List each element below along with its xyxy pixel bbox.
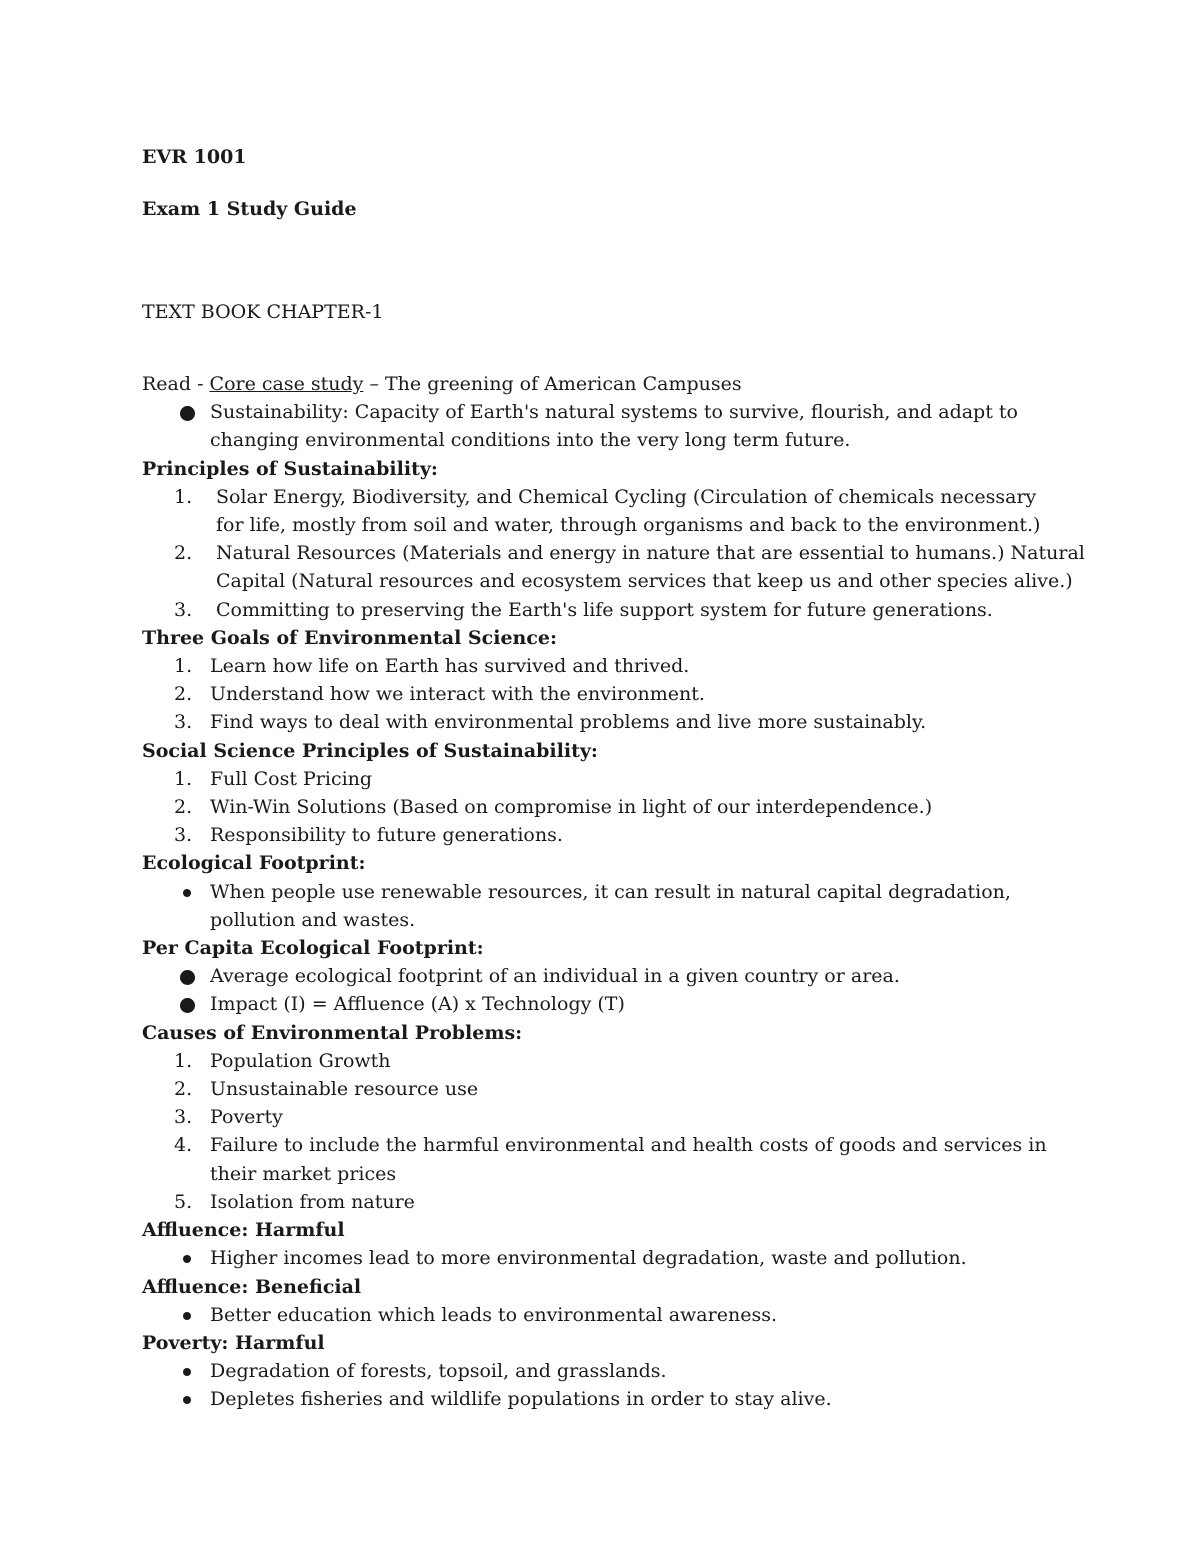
list-item-line: their market prices (210, 1162, 397, 1185)
list-item (142, 680, 1062, 708)
list-item-line: Committing to preserving the Earth's life support system for future generations. (216, 598, 993, 621)
reading-assignment (142, 370, 1062, 398)
list-item (142, 652, 1062, 680)
list-number: 3. (174, 1106, 193, 1129)
list-item-line: Unsustainable resource use (210, 1078, 479, 1101)
list-item-line: Higher incomes lead to more environmental degradation, waste and pollution. (210, 1247, 967, 1270)
list-item (142, 596, 1062, 624)
section-heading: Causes of Environmental Problems: (142, 1021, 523, 1044)
list-item (142, 962, 1062, 990)
list-item (142, 708, 1062, 736)
bullet-icon (183, 1368, 191, 1376)
list-item-line: Solar Energy, Biodiversity, and Chemical Cycling (Circulation of chemicals necessary (216, 485, 1037, 508)
section-heading: Principles of Sustainability: (142, 457, 438, 480)
list-number: 2. (174, 1078, 193, 1101)
list-item-line: Understand how we interact with the environment. (210, 683, 705, 706)
list-item-line: Capital (Natural resources and ecosystem services that keep us and other species alive.) (216, 570, 1073, 593)
list-number: 4. (174, 1134, 193, 1157)
list-number: 5. (174, 1190, 193, 1213)
list-item-line: Degradation of forests, topsoil, and grasslands. (210, 1360, 667, 1383)
bullet-icon (183, 1255, 191, 1263)
list-item (142, 990, 1062, 1018)
bullet-icon (180, 998, 195, 1013)
list-item-line: Isolation from nature (210, 1190, 415, 1213)
list-number: 1. (174, 655, 193, 678)
document-page (142, 143, 1085, 1414)
read-suffix: – The greening of American Campuses (363, 373, 742, 395)
list-item-line: changing environmental conditions into the very long term future. (210, 429, 851, 452)
section-heading: Social Science Principles of Sustainability: (142, 739, 598, 762)
bullet-icon (183, 889, 191, 897)
bullet-icon (180, 406, 195, 421)
list-item (142, 1103, 1062, 1131)
list-number: 1. (174, 767, 193, 790)
list-item-line: Failure to include the harmful environmental and health costs of goods and services in (210, 1134, 1047, 1157)
bullet-icon (183, 1396, 191, 1404)
list-number: 3. (174, 824, 193, 847)
list-item (142, 1244, 1062, 1272)
list-item-line: When people use renewable resources, it can result in natural capital degradation, (210, 880, 1011, 903)
section-heading: Affluence: Harmful (142, 1219, 345, 1242)
list-item (142, 398, 1062, 454)
list-item (142, 539, 1085, 595)
section-heading: Affluence: Beneficial (142, 1275, 362, 1298)
list-number: 1. (174, 485, 193, 508)
list-item-line: Impact (I) = Affluence (A) x Technology (T) (210, 993, 625, 1016)
section-heading: Ecological Footprint: (142, 852, 366, 875)
list-item-line: Sustainability: Capacity of Earth's natural systems to survive, flourish, and adapt to (210, 401, 1018, 424)
list-item-line: pollution and wastes. (210, 908, 416, 931)
section-heading: Per Capita Ecological Footprint: (142, 937, 484, 960)
bullet-icon (183, 1312, 191, 1320)
list-item (142, 1301, 1062, 1329)
list-item-line: Depletes fisheries and wildlife populations in order to stay alive. (210, 1388, 832, 1411)
list-number: 2. (174, 683, 193, 706)
section-heading: Three Goals of Environmental Science: (142, 626, 558, 649)
list-item-line: Better education which leads to environmental awareness. (210, 1303, 777, 1326)
sections (142, 455, 1085, 1414)
list-item (142, 1385, 1062, 1413)
list-item (142, 1047, 1062, 1075)
list-number: 1. (174, 1049, 193, 1072)
bullet-icon (180, 970, 195, 985)
section-heading: Poverty: Harmful (142, 1331, 325, 1354)
list-number: 3. (174, 711, 193, 734)
read-prefix: Read - (142, 373, 210, 395)
core-case-study-link[interactable]: Core case study (209, 373, 364, 395)
list-number: 2. (174, 796, 193, 819)
list-item-line: Average ecological footprint of an individual in a given country or area. (210, 965, 900, 988)
chapter-heading: TEXT BOOK CHAPTER-1 (142, 301, 384, 323)
list-number: 2. (174, 542, 193, 565)
list-item-line: Natural Resources (Materials and energy in nature that are essential to humans.) Natural (216, 542, 1085, 565)
list-item (142, 765, 1062, 793)
list-item-line: Poverty (210, 1106, 283, 1129)
list-item (142, 1075, 1062, 1103)
list-item-line: Learn how life on Earth has survived and thrived. (210, 655, 690, 678)
list-item (142, 878, 1062, 934)
list-item-line: Responsibility to future generations. (210, 824, 563, 847)
list-item (142, 1131, 1062, 1187)
list-item (142, 1357, 1062, 1385)
list-item-line: Win-Win Solutions (Based on compromise in light of our interdependence.) (210, 796, 933, 819)
list-item (142, 1188, 1062, 1216)
document-title: Exam 1 Study Guide (142, 198, 357, 220)
list-item-line: Population Growth (210, 1049, 391, 1072)
list-item-line: for life, mostly from soil and water, through organisms and back to the environment.) (216, 514, 1041, 537)
list-item-line: Find ways to deal with environmental problems and live more sustainably. (210, 711, 927, 734)
list-item (142, 483, 1062, 539)
list-item-line: Full Cost Pricing (210, 767, 373, 790)
list-number: 3. (174, 598, 193, 621)
list-item (142, 793, 1062, 821)
course-code: EVR 1001 (142, 146, 247, 168)
list-item (142, 821, 1062, 849)
